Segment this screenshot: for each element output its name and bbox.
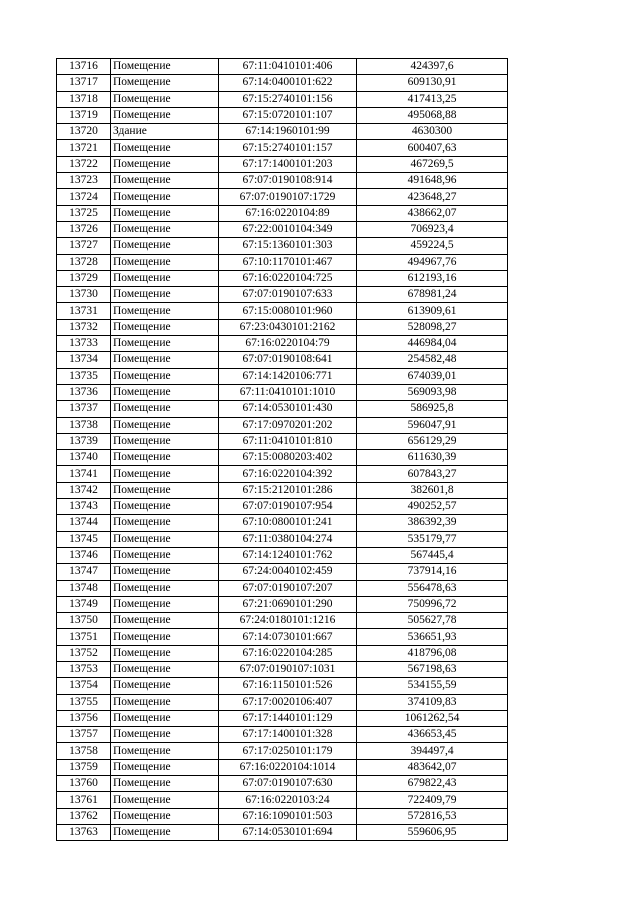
- cell-object-type: Помещение: [111, 287, 219, 303]
- cell-cadastral-value: 609130,91: [357, 75, 508, 91]
- cell-cadastral-value: 559606,95: [357, 824, 508, 840]
- cell-cadastral-value: 722409,79: [357, 792, 508, 808]
- cell-cadastral-number: 67:16:0220104:89: [219, 205, 357, 221]
- cell-cadastral-number: 67:23:0430101:2162: [219, 319, 357, 335]
- cell-record-number: 13761: [57, 792, 111, 808]
- cell-object-type: Помещение: [111, 270, 219, 286]
- table-row: [57, 238, 508, 254]
- cell-cadastral-number: 67:15:2120101:286: [219, 482, 357, 498]
- cell-cadastral-number: 67:14:0530101:430: [219, 401, 357, 417]
- cell-record-number: 13751: [57, 629, 111, 645]
- cell-cadastral-value: 556478,63: [357, 580, 508, 596]
- cell-cadastral-value: 394497,4: [357, 743, 508, 759]
- cell-record-number: 13728: [57, 254, 111, 270]
- table-row: [57, 645, 508, 661]
- table-row: [57, 629, 508, 645]
- cell-object-type: Помещение: [111, 140, 219, 156]
- cell-cadastral-value: 536651,93: [357, 629, 508, 645]
- cell-cadastral-number: 67:14:1240101:762: [219, 547, 357, 563]
- cell-cadastral-value: 674039,01: [357, 368, 508, 384]
- cell-record-number: 13757: [57, 727, 111, 743]
- cell-record-number: 13747: [57, 564, 111, 580]
- cell-object-type: Помещение: [111, 221, 219, 237]
- cell-cadastral-number: 67:15:1360101:303: [219, 238, 357, 254]
- cell-object-type: Помещение: [111, 629, 219, 645]
- cell-cadastral-value: 490252,57: [357, 499, 508, 515]
- cell-cadastral-number: 67:14:0730101:667: [219, 629, 357, 645]
- cell-cadastral-number: 67:16:0220104:285: [219, 645, 357, 661]
- cell-record-number: 13730: [57, 287, 111, 303]
- cell-record-number: 13729: [57, 270, 111, 286]
- cell-cadastral-number: 67:17:1400101:203: [219, 156, 357, 172]
- cell-record-number: 13722: [57, 156, 111, 172]
- cell-record-number: 13745: [57, 531, 111, 547]
- cell-cadastral-value: 495068,88: [357, 107, 508, 123]
- cell-record-number: 13758: [57, 743, 111, 759]
- cell-object-type: Помещение: [111, 205, 219, 221]
- cell-cadastral-value: 528098,27: [357, 319, 508, 335]
- cell-record-number: 13735: [57, 368, 111, 384]
- cell-cadastral-number: 67:15:0080101:960: [219, 303, 357, 319]
- cell-cadastral-value: 750996,72: [357, 596, 508, 612]
- table-row: [57, 270, 508, 286]
- cell-cadastral-value: 535179,77: [357, 531, 508, 547]
- cell-record-number: 13754: [57, 678, 111, 694]
- cell-cadastral-value: 572816,53: [357, 808, 508, 824]
- cell-record-number: 13723: [57, 173, 111, 189]
- cell-cadastral-number: 67:15:0720101:107: [219, 107, 357, 123]
- cell-record-number: 13756: [57, 710, 111, 726]
- cell-cadastral-number: 67:11:0410101:406: [219, 59, 357, 75]
- table-row: [57, 499, 508, 515]
- cell-cadastral-value: 4630300: [357, 124, 508, 140]
- table-row: [57, 352, 508, 368]
- cell-cadastral-value: 611630,39: [357, 450, 508, 466]
- table-row: [57, 661, 508, 677]
- cell-object-type: Здание: [111, 124, 219, 140]
- cell-object-type: Помещение: [111, 401, 219, 417]
- cell-object-type: Помещение: [111, 384, 219, 400]
- table-row: [57, 743, 508, 759]
- cell-cadastral-value: 612193,16: [357, 270, 508, 286]
- table-row: [57, 336, 508, 352]
- table-row: [57, 107, 508, 123]
- cell-cadastral-number: 67:07:0190108:914: [219, 173, 357, 189]
- cell-cadastral-value: 656129,29: [357, 433, 508, 449]
- cell-cadastral-number: 67:07:0190107:954: [219, 499, 357, 515]
- table-row: [57, 401, 508, 417]
- cell-record-number: 13739: [57, 433, 111, 449]
- cell-object-type: Помещение: [111, 368, 219, 384]
- table-row: [57, 91, 508, 107]
- table-row: [57, 776, 508, 792]
- cell-record-number: 13731: [57, 303, 111, 319]
- cell-cadastral-number: 67:15:0080203:402: [219, 450, 357, 466]
- cell-object-type: Помещение: [111, 466, 219, 482]
- cell-cadastral-number: 67:15:2740101:157: [219, 140, 357, 156]
- cell-cadastral-number: 67:16:0220103:24: [219, 792, 357, 808]
- cell-cadastral-number: 67:16:0220104:79: [219, 336, 357, 352]
- cell-cadastral-value: 483642,07: [357, 759, 508, 775]
- cell-cadastral-value: 438662,07: [357, 205, 508, 221]
- cell-record-number: 13763: [57, 824, 111, 840]
- table-row: [57, 384, 508, 400]
- registry-table-body: [57, 59, 508, 841]
- cell-record-number: 13755: [57, 694, 111, 710]
- cell-cadastral-number: 67:16:1150101:526: [219, 678, 357, 694]
- cell-cadastral-number: 67:16:0220104:392: [219, 466, 357, 482]
- cell-record-number: 13716: [57, 59, 111, 75]
- table-row: [57, 547, 508, 563]
- cell-cadastral-value: 374109,83: [357, 694, 508, 710]
- table-row: [57, 580, 508, 596]
- cell-cadastral-number: 67:24:0180101:1216: [219, 613, 357, 629]
- cell-cadastral-value: 569093,98: [357, 384, 508, 400]
- table-row: [57, 759, 508, 775]
- cell-object-type: Помещение: [111, 450, 219, 466]
- cell-object-type: Помещение: [111, 173, 219, 189]
- table-row: [57, 515, 508, 531]
- registry-table: [56, 58, 508, 841]
- cell-record-number: 13727: [57, 238, 111, 254]
- table-row: [57, 156, 508, 172]
- table-row: [57, 694, 508, 710]
- cell-record-number: 13762: [57, 808, 111, 824]
- cell-cadastral-number: 67:17:1440101:129: [219, 710, 357, 726]
- cell-record-number: 13734: [57, 352, 111, 368]
- cell-object-type: Помещение: [111, 743, 219, 759]
- cell-cadastral-number: 67:07:0190107:1729: [219, 189, 357, 205]
- table-row: [57, 140, 508, 156]
- cell-cadastral-number: 67:16:0220104:725: [219, 270, 357, 286]
- cell-record-number: 13753: [57, 661, 111, 677]
- cell-object-type: Помещение: [111, 564, 219, 580]
- cell-cadastral-number: 67:17:1400101:328: [219, 727, 357, 743]
- cell-cadastral-number: 67:11:0410101:810: [219, 433, 357, 449]
- cell-object-type: Помещение: [111, 580, 219, 596]
- table-row: [57, 596, 508, 612]
- table-row: [57, 678, 508, 694]
- cell-object-type: Помещение: [111, 613, 219, 629]
- cell-object-type: Помещение: [111, 156, 219, 172]
- cell-object-type: Помещение: [111, 727, 219, 743]
- cell-object-type: Помещение: [111, 759, 219, 775]
- table-row: [57, 124, 508, 140]
- cell-cadastral-value: 1061262,54: [357, 710, 508, 726]
- cell-object-type: Помещение: [111, 547, 219, 563]
- cell-record-number: 13718: [57, 91, 111, 107]
- cell-cadastral-number: 67:07:0190108:641: [219, 352, 357, 368]
- cell-cadastral-number: 67:11:0410101:1010: [219, 384, 357, 400]
- table-row: [57, 287, 508, 303]
- table-row: [57, 303, 508, 319]
- cell-object-type: Помещение: [111, 238, 219, 254]
- cell-cadastral-value: 386392,39: [357, 515, 508, 531]
- cell-object-type: Помещение: [111, 661, 219, 677]
- table-row: [57, 450, 508, 466]
- cell-record-number: 13759: [57, 759, 111, 775]
- cell-cadastral-value: 567198,63: [357, 661, 508, 677]
- cell-record-number: 13748: [57, 580, 111, 596]
- cell-record-number: 13717: [57, 75, 111, 91]
- cell-cadastral-value: 567445,4: [357, 547, 508, 563]
- table-row: [57, 205, 508, 221]
- cell-cadastral-value: 678981,24: [357, 287, 508, 303]
- cell-cadastral-value: 418796,08: [357, 645, 508, 661]
- cell-cadastral-number: 67:16:1090101:503: [219, 808, 357, 824]
- cell-cadastral-number: 67:14:1960101:99: [219, 124, 357, 140]
- cell-cadastral-value: 505627,78: [357, 613, 508, 629]
- cell-record-number: 13733: [57, 336, 111, 352]
- table-row: [57, 173, 508, 189]
- table-row: [57, 531, 508, 547]
- cell-object-type: Помещение: [111, 645, 219, 661]
- cell-cadastral-number: 67:24:0040102:459: [219, 564, 357, 580]
- cell-object-type: Помещение: [111, 303, 219, 319]
- cell-object-type: Помещение: [111, 808, 219, 824]
- cell-object-type: Помещение: [111, 596, 219, 612]
- cell-object-type: Помещение: [111, 59, 219, 75]
- cell-record-number: 13738: [57, 417, 111, 433]
- table-row: [57, 221, 508, 237]
- table-row: [57, 710, 508, 726]
- cell-record-number: 13743: [57, 499, 111, 515]
- cell-cadastral-value: 706923,4: [357, 221, 508, 237]
- table-row: [57, 417, 508, 433]
- cell-record-number: 13741: [57, 466, 111, 482]
- cell-cadastral-value: 679822,43: [357, 776, 508, 792]
- cell-cadastral-number: 67:17:0020106:407: [219, 694, 357, 710]
- cell-record-number: 13746: [57, 547, 111, 563]
- cell-cadastral-value: 737914,16: [357, 564, 508, 580]
- cell-cadastral-number: 67:15:2740101:156: [219, 91, 357, 107]
- table-row: [57, 727, 508, 743]
- cell-cadastral-value: 596047,91: [357, 417, 508, 433]
- cell-cadastral-number: 67:10:1170101:467: [219, 254, 357, 270]
- cell-cadastral-value: 600407,63: [357, 140, 508, 156]
- cell-cadastral-value: 459224,5: [357, 238, 508, 254]
- cell-cadastral-number: 67:17:0250101:179: [219, 743, 357, 759]
- cell-record-number: 13719: [57, 107, 111, 123]
- cell-object-type: Помещение: [111, 531, 219, 547]
- cell-object-type: Помещение: [111, 499, 219, 515]
- cell-cadastral-number: 67:07:0190107:1031: [219, 661, 357, 677]
- cell-object-type: Помещение: [111, 352, 219, 368]
- table-row: [57, 59, 508, 75]
- table-row: [57, 319, 508, 335]
- cell-object-type: Помещение: [111, 107, 219, 123]
- table-row: [57, 254, 508, 270]
- cell-object-type: Помещение: [111, 482, 219, 498]
- cell-record-number: 13726: [57, 221, 111, 237]
- cell-cadastral-value: 423648,27: [357, 189, 508, 205]
- table-row: [57, 75, 508, 91]
- cell-object-type: Помещение: [111, 254, 219, 270]
- table-row: [57, 824, 508, 840]
- cell-cadastral-number: 67:14:0400101:622: [219, 75, 357, 91]
- cell-record-number: 13725: [57, 205, 111, 221]
- cell-cadastral-number: 67:07:0190107:630: [219, 776, 357, 792]
- cell-object-type: Помещение: [111, 515, 219, 531]
- cell-cadastral-number: 67:17:0970201:202: [219, 417, 357, 433]
- cell-cadastral-value: 436653,45: [357, 727, 508, 743]
- cell-cadastral-value: 446984,04: [357, 336, 508, 352]
- cell-cadastral-number: 67:14:1420106:771: [219, 368, 357, 384]
- cell-object-type: Помещение: [111, 417, 219, 433]
- cell-record-number: 13749: [57, 596, 111, 612]
- cell-cadastral-number: 67:16:0220104:1014: [219, 759, 357, 775]
- table-row: [57, 808, 508, 824]
- cell-cadastral-number: 67:21:0690101:290: [219, 596, 357, 612]
- cell-record-number: 13721: [57, 140, 111, 156]
- cell-record-number: 13752: [57, 645, 111, 661]
- cell-cadastral-value: 534155,59: [357, 678, 508, 694]
- cell-object-type: Помещение: [111, 433, 219, 449]
- cell-record-number: 13760: [57, 776, 111, 792]
- cell-cadastral-number: 67:10:0800101:241: [219, 515, 357, 531]
- table-row: [57, 564, 508, 580]
- cell-cadastral-number: 67:11:0380104:274: [219, 531, 357, 547]
- cell-object-type: Помещение: [111, 776, 219, 792]
- cell-cadastral-value: 382601,8: [357, 482, 508, 498]
- cell-record-number: 13740: [57, 450, 111, 466]
- cell-cadastral-value: 586925,8: [357, 401, 508, 417]
- cell-cadastral-value: 424397,6: [357, 59, 508, 75]
- table-row: [57, 482, 508, 498]
- cell-object-type: Помещение: [111, 694, 219, 710]
- cell-record-number: 13724: [57, 189, 111, 205]
- cell-record-number: 13732: [57, 319, 111, 335]
- cell-cadastral-value: 607843,27: [357, 466, 508, 482]
- table-row: [57, 613, 508, 629]
- cell-record-number: 13720: [57, 124, 111, 140]
- cell-object-type: Помещение: [111, 319, 219, 335]
- cell-cadastral-value: 417413,25: [357, 91, 508, 107]
- cell-record-number: 13750: [57, 613, 111, 629]
- cell-object-type: Помещение: [111, 678, 219, 694]
- cell-object-type: Помещение: [111, 710, 219, 726]
- table-row: [57, 433, 508, 449]
- cell-cadastral-value: 613909,61: [357, 303, 508, 319]
- cell-cadastral-number: 67:14:0530101:694: [219, 824, 357, 840]
- cell-record-number: 13744: [57, 515, 111, 531]
- cell-object-type: Помещение: [111, 792, 219, 808]
- cell-record-number: 13736: [57, 384, 111, 400]
- cell-record-number: 13737: [57, 401, 111, 417]
- cell-object-type: Помещение: [111, 75, 219, 91]
- cell-object-type: Помещение: [111, 336, 219, 352]
- cell-object-type: Помещение: [111, 189, 219, 205]
- cell-object-type: Помещение: [111, 824, 219, 840]
- cell-object-type: Помещение: [111, 91, 219, 107]
- table-row: [57, 792, 508, 808]
- cell-record-number: 13742: [57, 482, 111, 498]
- table-row: [57, 189, 508, 205]
- cell-cadastral-value: 254582,48: [357, 352, 508, 368]
- cell-cadastral-value: 491648,96: [357, 173, 508, 189]
- table-row: [57, 466, 508, 482]
- cell-cadastral-value: 494967,76: [357, 254, 508, 270]
- cell-cadastral-number: 67:07:0190107:633: [219, 287, 357, 303]
- cell-cadastral-value: 467269,5: [357, 156, 508, 172]
- cell-cadastral-number: 67:07:0190107:207: [219, 580, 357, 596]
- table-row: [57, 368, 508, 384]
- cell-cadastral-number: 67:22:0010104:349: [219, 221, 357, 237]
